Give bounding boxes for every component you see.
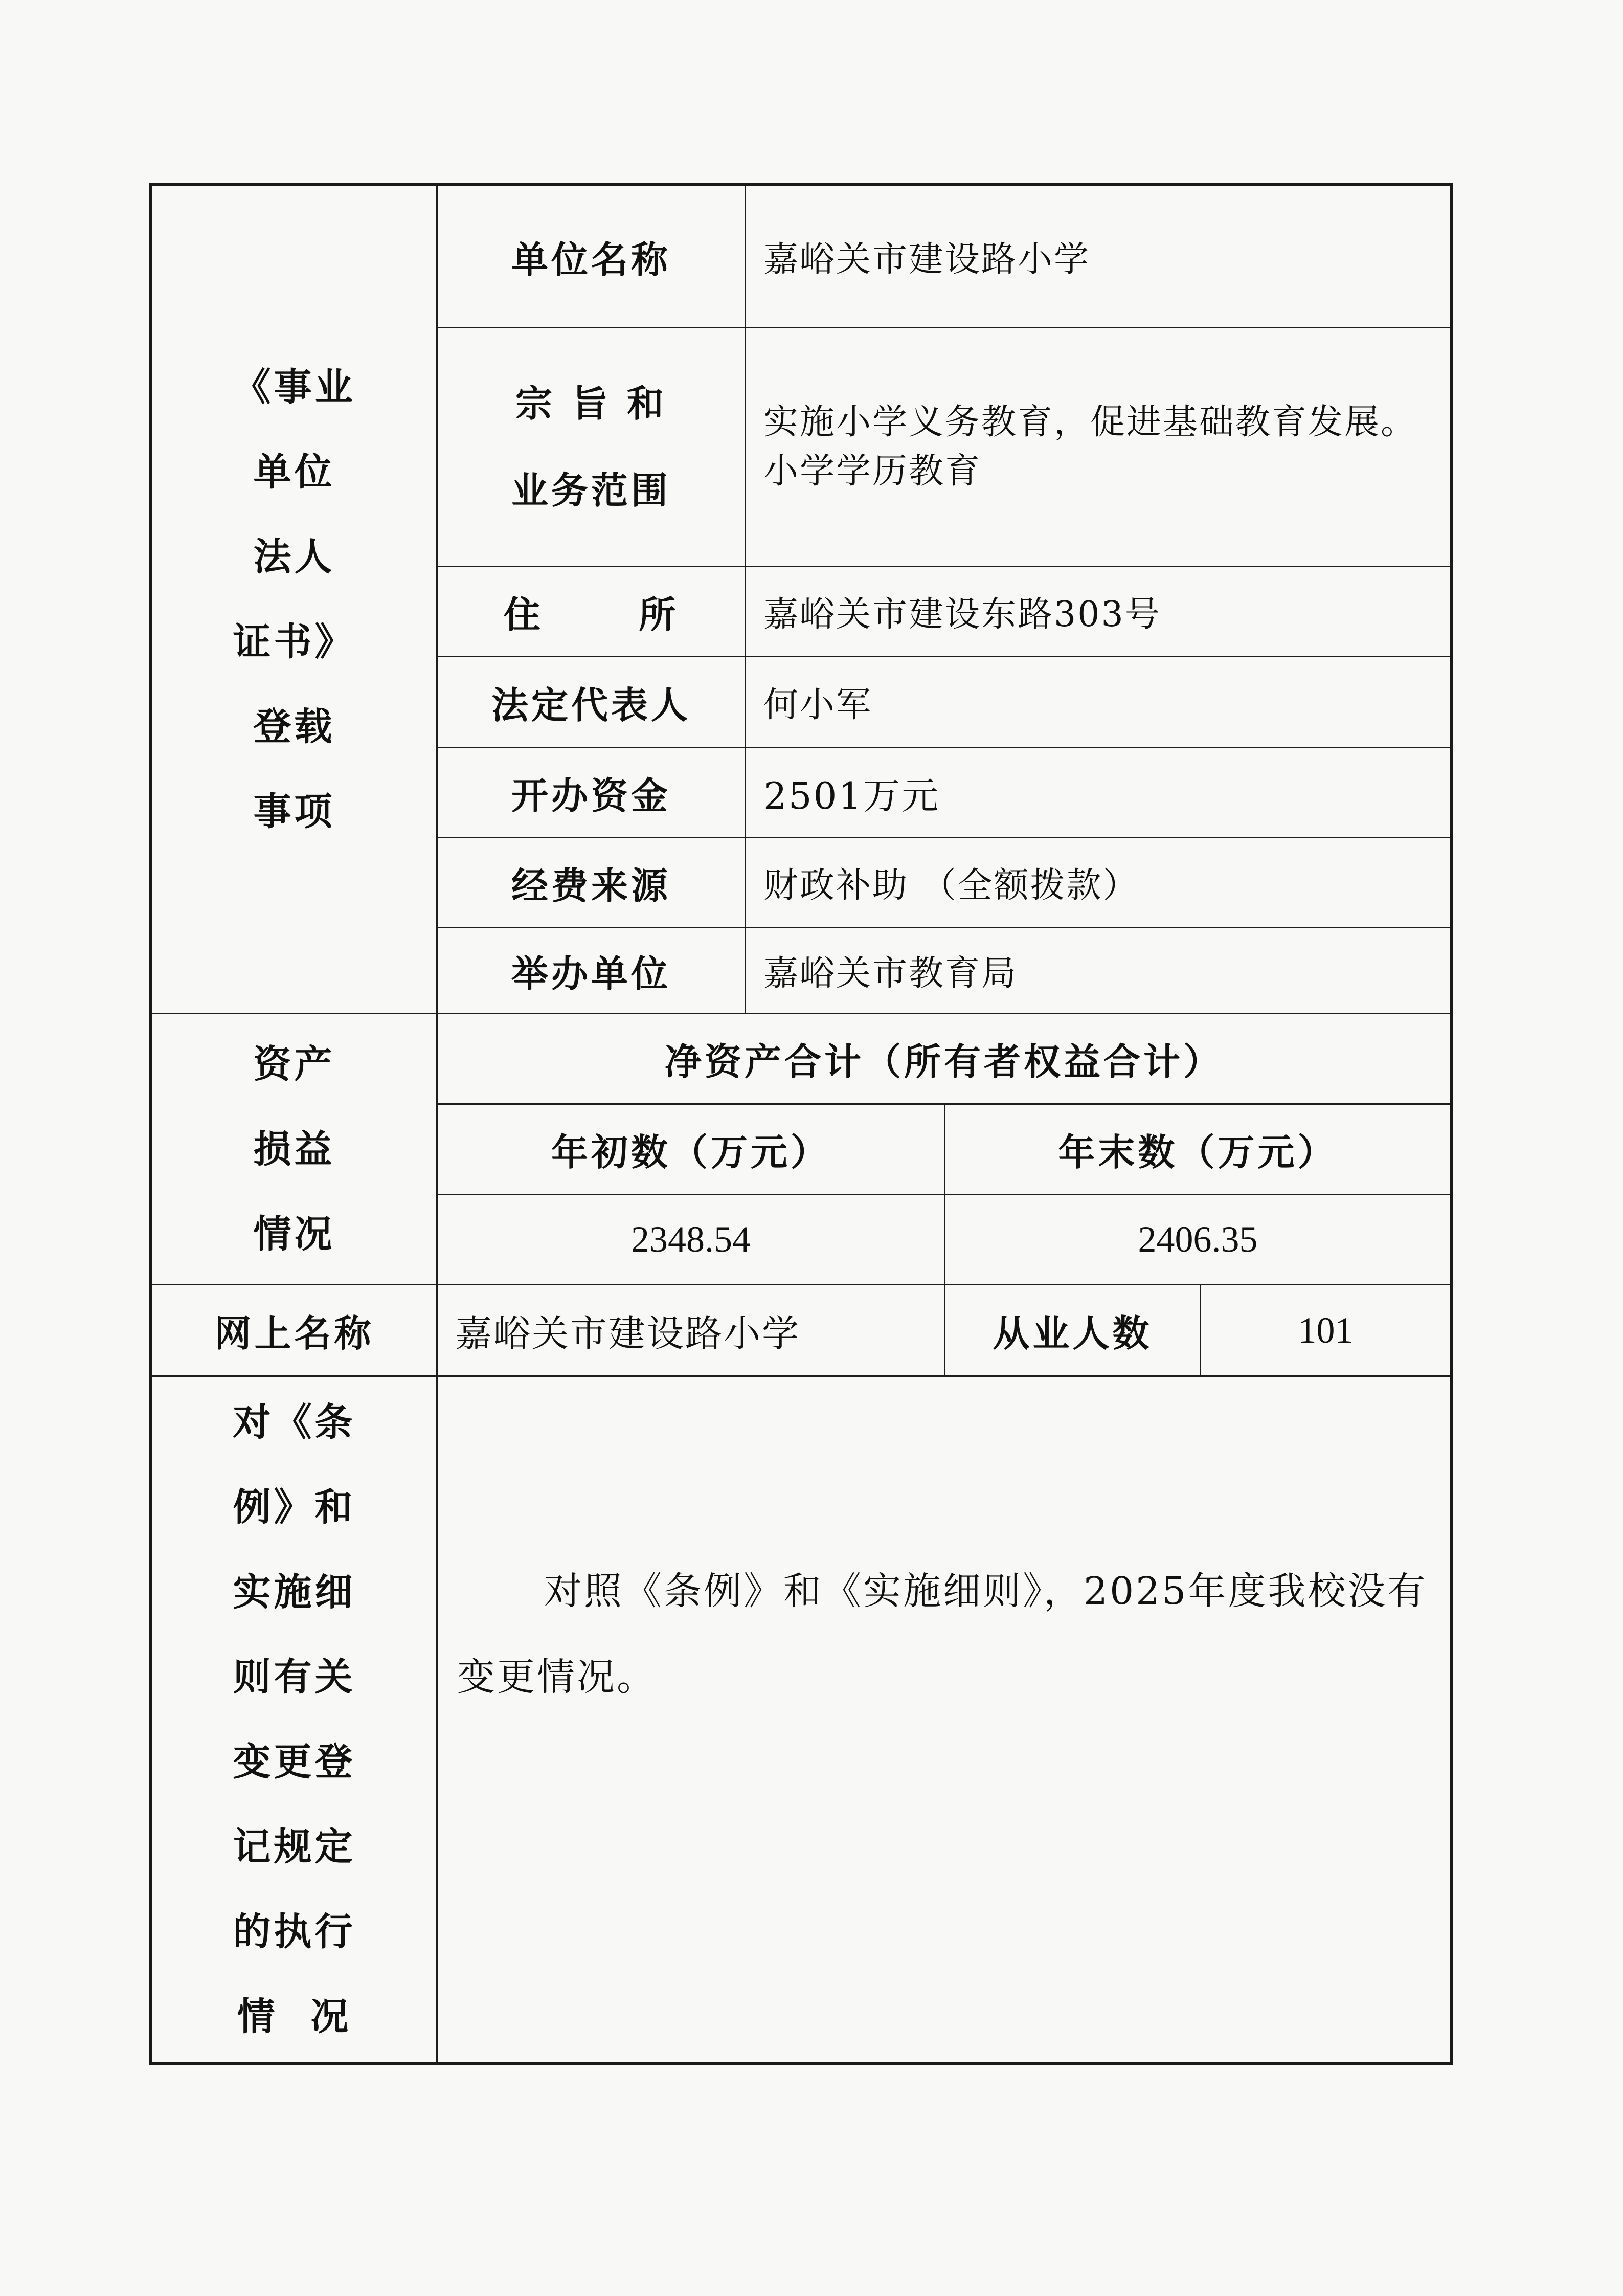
begin-year-value: 2348.54 <box>631 1219 751 1260</box>
staff-count-label: 从业人数 <box>993 1311 1153 1355</box>
address-value: 嘉峪关市建设东路303号 <box>763 594 1161 635</box>
regulation-text: 对照《条例》和《实施细则》，2025年度我校没有变更情况。 <box>457 1569 1428 1699</box>
unit-name-value: 嘉峪关市建设路小学 <box>763 239 1091 280</box>
unit-name-label: 单位名称 <box>511 237 671 281</box>
assets-section-title: 资产 损益 情况 <box>253 1042 335 1256</box>
begin-year-header: 年初数（万元） <box>551 1130 830 1174</box>
address-label: 住 所 <box>503 592 679 636</box>
legal-representative-value: 何小军 <box>763 685 873 725</box>
online-name-label: 网上名称 <box>214 1311 374 1355</box>
founding-capital-label: 开办资金 <box>511 773 671 817</box>
sponsor-label: 举办单位 <box>511 951 671 995</box>
funding-source-label: 经费来源 <box>511 863 671 907</box>
funding-source-value: 财政补助 （全额拨款） <box>763 865 1139 906</box>
end-year-header: 年末数（万元） <box>1058 1130 1338 1174</box>
purpose-scope-value: 实施小学义务教育，促进基础教育发展。 小学学历教育 <box>763 402 1417 492</box>
staff-count-value: 101 <box>1298 1309 1354 1351</box>
regulation-section-title: 对《条 例》和 实施细 则有关 变更登 记规定 的执行 情 况 <box>233 1400 356 2039</box>
legal-representative-label: 法定代表人 <box>491 683 691 727</box>
online-name-value: 嘉峪关市建设路小学 <box>455 1312 801 1355</box>
registration-table <box>149 183 1453 2065</box>
end-year-value: 2406.35 <box>1138 1219 1258 1260</box>
regulation-content <box>438 1377 1450 2062</box>
certificate-section-title: 《事业 单位 法人 证书》 登载 事项 <box>233 365 356 834</box>
net-assets-header: 净资产合计（所有者权益合计） <box>664 1040 1223 1083</box>
purpose-scope-label: 宗 旨 和 业务范围 <box>511 382 671 512</box>
sponsor-value: 嘉峪关市教育局 <box>763 953 1018 994</box>
founding-capital-value: 2501万元 <box>763 774 940 817</box>
